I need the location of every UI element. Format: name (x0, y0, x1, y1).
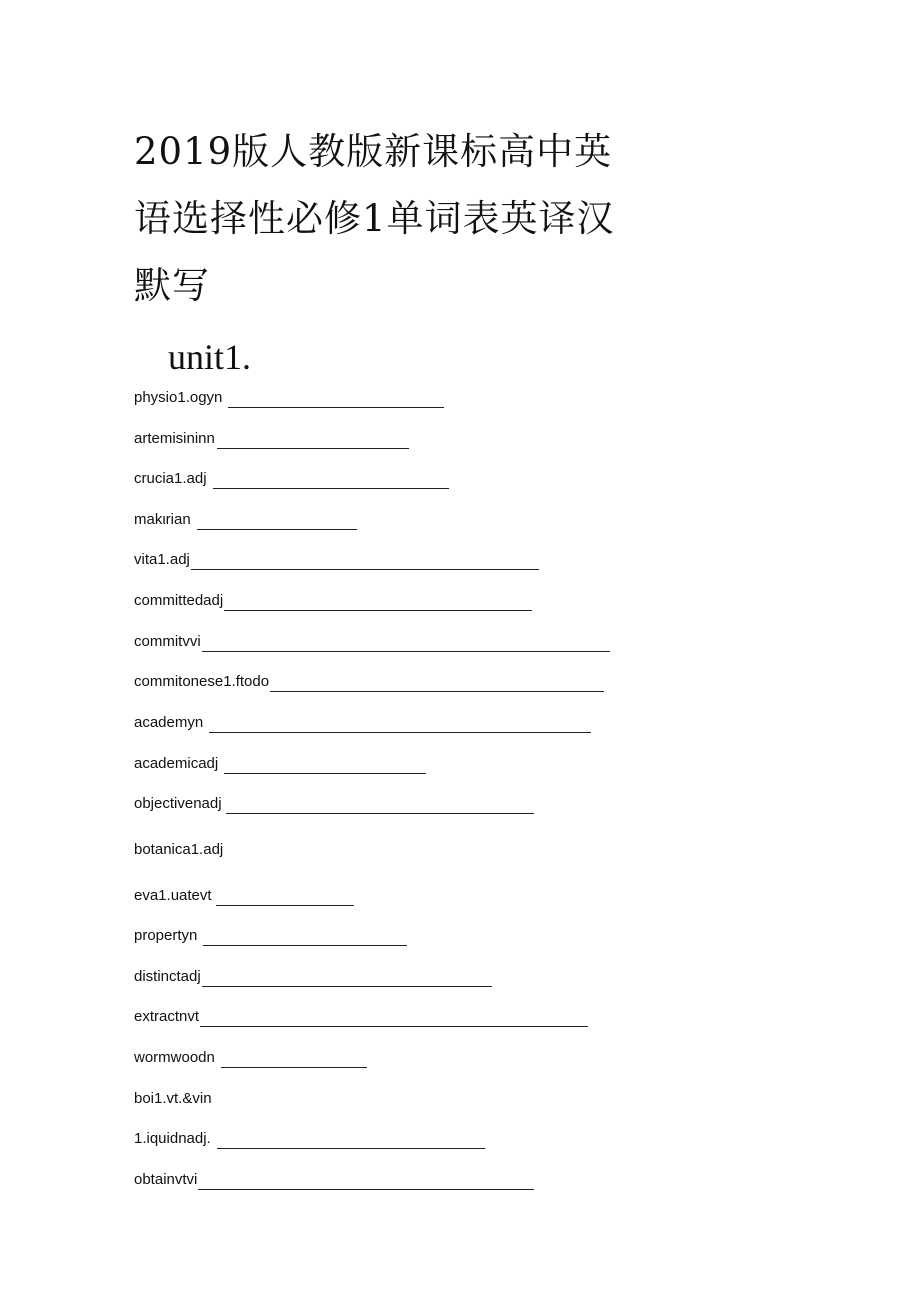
vocab-term: physio1.ogyn (134, 389, 223, 406)
answer-blank[interactable] (213, 472, 449, 489)
vocab-entry (134, 1168, 534, 1190)
vocab-term: makιrian (134, 511, 191, 528)
vocab-term: academyn (134, 714, 204, 731)
answer-blank[interactable] (270, 675, 604, 692)
vocab-term: distinctadj (134, 968, 201, 985)
vocab-term: obtainvtvi (134, 1171, 198, 1188)
answer-blank[interactable] (224, 757, 426, 774)
answer-blank[interactable] (191, 553, 539, 570)
answer-blank[interactable] (197, 513, 357, 530)
vocab-entry (134, 670, 604, 692)
vocab-term: commitvvi (134, 633, 201, 650)
answer-blank[interactable] (228, 391, 444, 408)
answer-blank[interactable] (198, 1173, 534, 1190)
vocab-term: botanica1.adj (134, 841, 224, 858)
page-title (134, 118, 634, 319)
vocab-entry (134, 1087, 212, 1109)
vocab-entry (134, 711, 591, 733)
vocab-term: vita1.adj (134, 551, 190, 568)
vocab-entry (134, 589, 532, 611)
vocab-entry (134, 1127, 485, 1149)
vocab-term: committedadj (134, 592, 224, 609)
vocab-entry (134, 427, 409, 449)
answer-blank[interactable] (209, 716, 591, 733)
vocab-entry (134, 752, 426, 774)
vocab-term: objectivenadj (134, 795, 222, 812)
title-line-2: 语选择性必修1单词表英译汉 (134, 197, 615, 240)
vocab-entry (134, 838, 223, 860)
vocab-term: crucia1.adj (134, 470, 207, 487)
vocab-term: propertyn (134, 927, 198, 944)
title-line-1: 2019版人教版新课标高中英 (134, 130, 613, 173)
vocab-term: boi1.vt.&vin (134, 1090, 212, 1107)
vocab-entry (134, 1046, 367, 1068)
answer-blank[interactable] (226, 797, 534, 814)
vocab-term: 1.iquidnadj. (134, 1130, 211, 1147)
vocab-entry (134, 508, 357, 530)
answer-blank[interactable] (217, 432, 409, 449)
vocab-term: wormwoodn (134, 1049, 215, 1066)
answer-blank[interactable] (203, 929, 407, 946)
vocab-term: academicadj (134, 755, 219, 772)
answer-blank[interactable] (216, 889, 354, 906)
vocab-entry (134, 1005, 588, 1027)
vocab-term: artemisininn (134, 430, 215, 447)
vocab-entry (134, 386, 444, 408)
vocab-term: eva1.uatevt (134, 887, 212, 904)
title-line-3: 默写 (134, 264, 210, 307)
vocab-entry (134, 965, 492, 987)
vocab-term: extractnvt (134, 1008, 200, 1025)
answer-blank[interactable] (202, 970, 492, 987)
answer-blank[interactable] (217, 1132, 485, 1149)
vocab-entry (134, 792, 534, 814)
answer-blank[interactable] (200, 1010, 588, 1027)
vocab-entry (134, 467, 449, 489)
answer-blank[interactable] (202, 635, 610, 652)
vocab-entry (134, 548, 539, 570)
vocab-term: commitonese1.ftodo (134, 673, 270, 690)
vocab-entry (134, 884, 354, 906)
answer-blank[interactable] (221, 1051, 367, 1068)
vocab-entry (134, 630, 610, 652)
vocab-entry (134, 924, 407, 946)
answer-blank[interactable] (224, 594, 532, 611)
unit-heading: unit1. (168, 337, 252, 377)
